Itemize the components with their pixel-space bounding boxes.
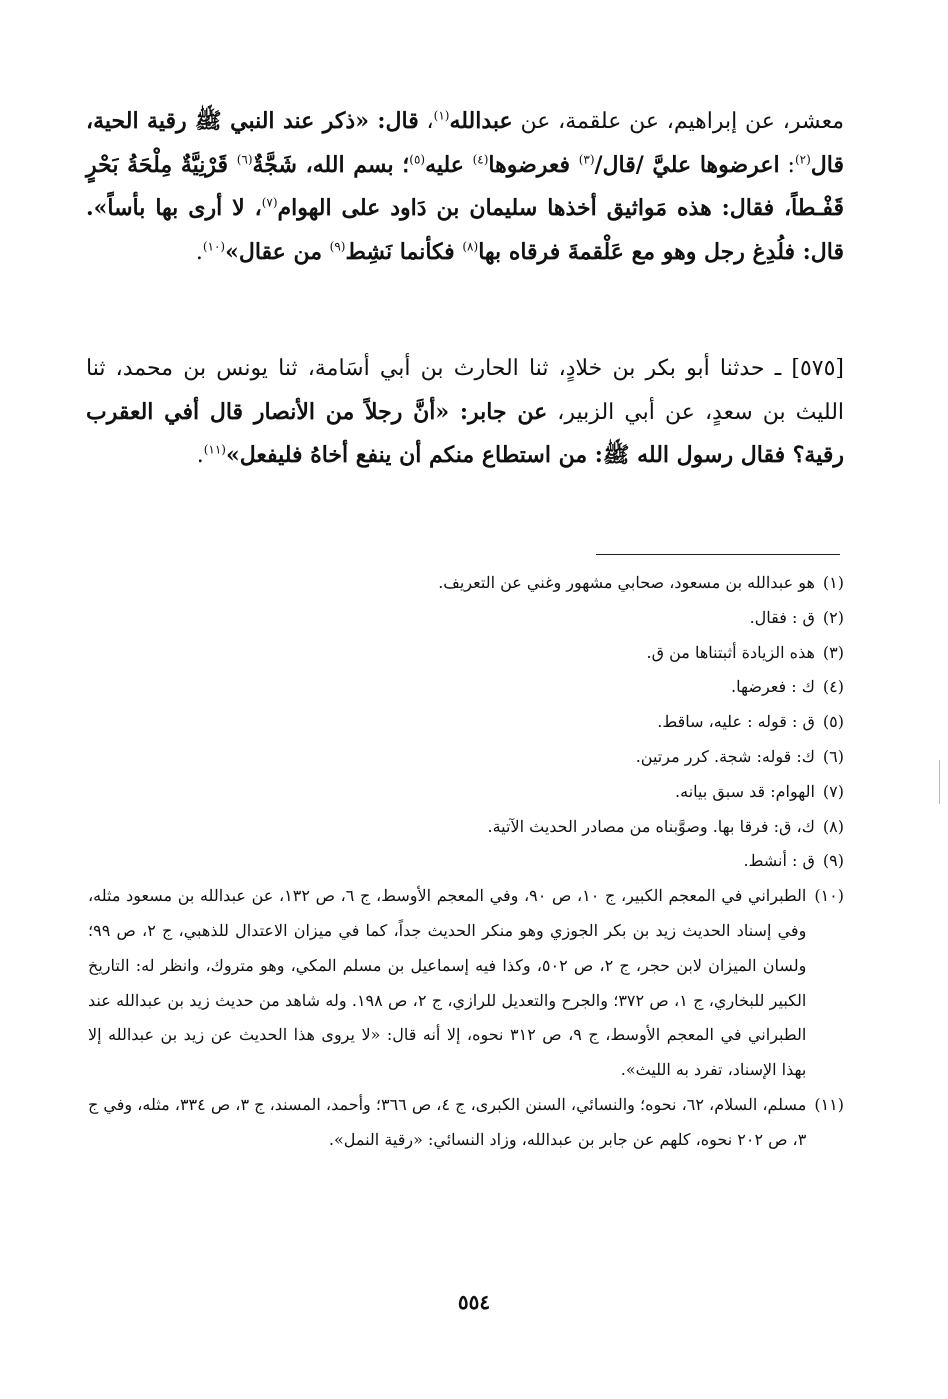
footnote-item bbox=[88, 1088, 844, 1158]
scan-edge-mark bbox=[939, 760, 940, 804]
footnote-item bbox=[88, 601, 844, 636]
footnote-text: ك: قوله: شجة. كرر مرتين. bbox=[635, 746, 815, 766]
text-span-bold: ؛ بسم الله، شَجَّةٌ bbox=[252, 151, 410, 178]
footnote-number: (٤) bbox=[822, 677, 844, 697]
footnote-item bbox=[88, 775, 844, 810]
footnote-ref: (١٠) bbox=[202, 239, 226, 254]
footnote-text: ق : أنشط. bbox=[743, 851, 815, 871]
footnotes bbox=[88, 566, 844, 1158]
footnote-number: (٩) bbox=[822, 851, 844, 871]
footnote-item bbox=[88, 879, 844, 1088]
text-span-bold: فكأنما نَشِط bbox=[345, 238, 463, 265]
footnote-ref: (٨) bbox=[462, 239, 479, 254]
footnote-number: (٢) bbox=[822, 607, 844, 627]
text-span: معشر، عن إبراهيم، عن علقمة، عن bbox=[512, 109, 844, 134]
footnote-item bbox=[88, 810, 844, 845]
footnote-item bbox=[88, 740, 844, 775]
text-span-bold: عبدالله bbox=[449, 108, 513, 134]
footnote-item bbox=[88, 670, 844, 705]
text-span: . bbox=[196, 443, 204, 468]
footnote-ref: (٥) bbox=[409, 152, 426, 167]
text-span-bold: قال: «ذكر عند النبي ﷺ رقية الحية، قال bbox=[86, 108, 845, 178]
text-span: . bbox=[195, 239, 203, 265]
footnote-text: ك، ق: فرقا بها. وصوَّبناه من مصادر الحديث الآتية. bbox=[487, 816, 815, 836]
text-span-bold: ، لا أرى بها بأساً». قال: فلُدِغ رجل وهو مع عَلْقمةَ فرقاه بها bbox=[86, 195, 844, 265]
text-span-bold: فعرضوها bbox=[488, 151, 579, 178]
text-span: ، bbox=[418, 109, 434, 134]
footnote-item bbox=[88, 844, 844, 879]
text-span-bold: عن جابر: «أنَّ رجلاً من الأنصار قال أفي العقرب رقية؟ فقال رسول الله ﷺ: من استطاع منكم أن ينفع أخاهُ فليفعل» bbox=[86, 398, 844, 468]
footnote-text: الهوام: قد سبق بيانه. bbox=[675, 781, 815, 801]
footnote-number: (٣) bbox=[822, 642, 844, 662]
page-number: ٥٥٤ bbox=[457, 1290, 491, 1314]
footnote-ref: (٢) bbox=[794, 152, 811, 167]
footnote-ref: (٩) bbox=[329, 239, 346, 254]
footnote-text: مسلم، السلام، ٦٢، نحوه؛ والنسائي، السنن الكبرى، ج ٤، ص ٣٦٦؛ وأحمد، المسند، ج ٣، ص ٣٣٤، مثله، وفي ج ٣، ص ٢٠٢ نحوه، كلهم عن جابر بن عبدالله، وزاد النسائي: «رقية النمل». bbox=[88, 1094, 807, 1149]
text-span-bold: عليه bbox=[425, 151, 473, 178]
footnote-number: (١٠) bbox=[814, 886, 844, 906]
footnote-ref: (٧) bbox=[261, 195, 278, 210]
footnote-number: (١١) bbox=[814, 1094, 844, 1114]
footnote-ref: (٦) bbox=[236, 152, 253, 167]
footnote-text: هذه الزيادة أثبتناها من ق. bbox=[646, 642, 815, 662]
footnote-number: (٨) bbox=[822, 816, 844, 836]
text-span-bold: قَرْنِيَّةٌ مِلْحَةُ بَحْرٍ قَفْـطاً، فقال: هذه مَواثيق أخذها سليمان بن دَاود على الهوام bbox=[86, 151, 844, 221]
footnote-number: (٥) bbox=[822, 712, 844, 732]
footnote-ref: (٣) bbox=[578, 152, 595, 167]
footnote-number: (٧) bbox=[822, 781, 844, 801]
footnote-text: ق : قوله : عليه، ساقط. bbox=[657, 712, 815, 732]
text-span-bold: اعرضوها عليَّ /قال/ bbox=[594, 151, 780, 178]
footnote-text: هو عبدالله بن مسعود، صحابي مشهور وغني عن التعريف. bbox=[438, 573, 815, 592]
footnote-divider bbox=[596, 554, 840, 555]
paragraph-hadith-574-continued bbox=[86, 100, 844, 274]
footnote-item bbox=[88, 636, 844, 671]
footnote-text: الطبراني في المعجم الكبير، ج ١٠، ص ٩٠، وفي المعجم الأوسط، ج ٦، ص ١٣٢، عن عبدالله بن مسعود مثله، وفي إسناد الحديث زيد بن بكر الجوزي وهو منكر الحديث جداً، كما في ميزان الاعتدال للذهبي، ج ٢، ص ٩٩؛ ولسان الميزان لابن حجر، ج ٢، ص ٥٠٢، وكذا فيه إسماعيل بن مسلم المكي، وهو متروك، وانظر له: التاريخ الكبير للبخاري، ج ١، ص ٣٧٢؛ والجرح والتعديل للرازي، ج ٢، ص ١٩٨. وله شاهد من حديث زيد بن عبدالله عند الطبراني في المعجم الأوسط، ج ٩، ص ٣١٢ نحوه، إلا أنه قال: «لا يروى هذا الحديث عن زيد بن عبدالله إلا بهذا الإسناد، تفرد به الليث». bbox=[88, 886, 807, 1080]
text-span: [٥٧٥] ـ حدثنا أبو بكر بن خلادٍ، ثنا الحارث بن أبي أسَامة، ثنا يونس بن محمد، ثنا الليث بن سعدٍ، عن أبي الزبير، bbox=[86, 356, 845, 425]
footnote-text: ك : فعرضها. bbox=[731, 677, 815, 697]
footnote-ref: (٤) bbox=[472, 152, 489, 167]
footnote-number: (٦) bbox=[822, 746, 844, 766]
footnote-item bbox=[88, 705, 844, 740]
text-span: : bbox=[779, 152, 795, 178]
text-span-bold: من عقال» bbox=[225, 238, 330, 265]
footnote-ref: (١١) bbox=[203, 442, 226, 457]
paragraph-hadith-575 bbox=[86, 348, 844, 478]
footnote-item bbox=[88, 566, 844, 601]
footnote-ref: (١) bbox=[433, 108, 450, 123]
footnote-text: ق : فقال. bbox=[749, 607, 815, 627]
footnote-number: (١) bbox=[822, 573, 844, 592]
